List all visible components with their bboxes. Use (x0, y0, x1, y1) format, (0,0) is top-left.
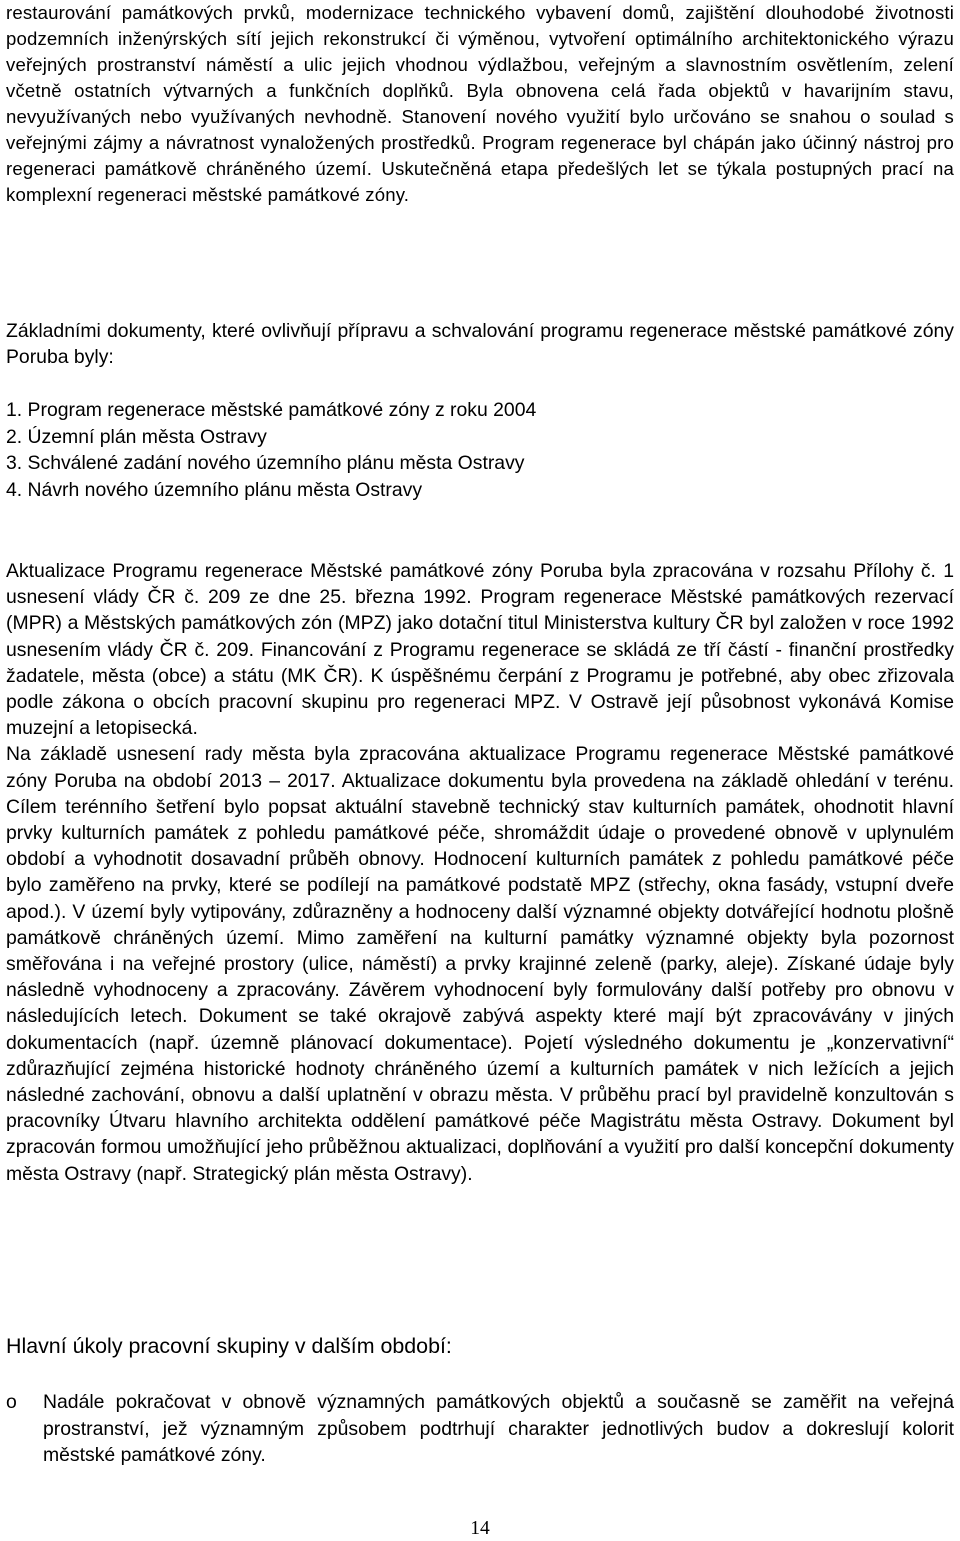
basic-document-item: 2. Územní plán města Ostravy (6, 425, 267, 448)
page-number: 14 (470, 1518, 490, 1539)
council-resolution-paragraph: Na základě usnesení rady města byla zpracována aktualizace Programu regenerace Městské památkové zóny Poruba na období 2013 – 2017. Aktualizace dokumentu byla provedena na základě ohledání v terénu. Cílem terénního šetření bylo popsat aktuální stavebně technický stav kulturních památek, ohodnotit hlavní prvky kulturních památek z pohledu památkové péče, shromáždit údaje o provedené obnově v uplynulém období a vyhodnotit dosavadní průběh obnovy. Hodnocení kulturních památek z pohledu památkové péče bylo zaměřeno na prvky, které se podílejí na památkové podstatě MPZ (střechy, okna fasády, vstupní dveře apod.). V území byly vytipovány, zdůrazněny a hodnoceny další významné objekty dotvářející hodnotu plošně památkově chráněných území. Mimo zaměření na kulturní památky významné objekty byla pozornost směřována i na veřejné prostory (ulice, náměstí) a prvky krajinné zeleně (parky, aleje). Získané údaje byly následně vyhodnoceny a zpracovány. Závěrem vyhodnocení byly formulovány další potřeby pro obnovu v následujících letech. Dokument se také okrajově zabývá aspekty které mají být zpracovávány v jiných dokumentacích (např. územně plánovací dokumentace). Pojetí výsledného dokumentu je „konzervativní“ zdůrazňující zejména historické hodnoty chráněného území a kulturních památek v nich ležících a jejich následné zachování, obnovu a další uplatnění v obrazu města. V průběhu prací byl pravidelně konzultován s pracovníky Útvaru hlavního architekta oddělení památkové péče Magistrátu města Ostravy. Dokument byl zpracován formou umožňující jeho průběžnou aktualizaci, doplňování a využití pro další koncepční dokumenty města Ostravy (např. Strategický plán města Ostravy). (6, 743, 954, 1185)
tasks-heading: Hlavní úkoly pracovní skupiny v dalším období: (6, 1334, 452, 1358)
task-text: Nadále pokračovat v obnově významných památkových objektů a současně se zaměřit na veřejná prostranství, jež významným způsobem podtrhují charakter jednotlivých budov a dokreslují kolorit městské památkové zóny. (43, 1391, 954, 1466)
basic-documents-list (6, 397, 954, 503)
task-bullet: o (6, 1391, 17, 1413)
basic-document-item: 1. Program regenerace městské památkové zóny z roku 2004 (6, 399, 537, 421)
intro-paragraph: restaurování památkových prvků, modernizace technického vybavení domů, zajištění dlouhodobé životnosti podzemních inženýrských sítí jejich rekonstrukcí či výměnou, vytvoření optimálního architektonického výrazu veřejných prostranství náměstí a ulic jejich vhodnou výdlažbou, veřejným a slavnostním osvětlením, zelení včetně ostatních výtvarných a funkčních doplňků. Byla obnovena celá řada objektů v havarijním stavu, nevyužívaných nebo využívaných nevhodně. Stanovení nového využití bylo určováno se snahou o soulad s veřejnými zájmy a návratnost vynaložených prostředků. Program regenerace byl chápán jako účinný nástroj pro regeneraci památkově chráněného území. Uskutečněná etapa předešlých let se týkala postupných prací na komplexní regeneraci městské památkové zóny. (6, 2, 954, 205)
main-text-block (6, 558, 954, 1187)
program-update-paragraph: Aktualizace Programu regenerace Městské památkové zóny Poruba byla zpracována v rozsahu Přílohy č. 1 usnesení vlády ČR č. 209 ze dne 25. března 1992. Program regenerace Městské památkových rezervací (MPR) a Městských památkových zón (MPZ) jako dotační titul Ministerstva kultury ČR byl založen v roce 1992 usnesením vlády ČR č. 209. Financování z Programu regenerace se skládá ze tří částí - finanční prostředky žadatele, města (obce) a státu (MK ČR). K úspěšnému čerpání z Programu je potřebné, aby obec zřizovala podle zákona o obcích pracovní skupinu pro regeneraci MPZ. V Ostravě její působnost vykonává Komise muzejní a letopisecká. (6, 560, 954, 740)
basic-document-item: 4. Návrh nového územního plánu města Ostravy (6, 478, 423, 501)
basic-documents-intro: Základními dokumenty, které ovlivňují přípravu a schvalování programu regenerace městské památkové zóny Poruba byly: (6, 320, 954, 368)
basic-document-item: 3. Schválené zadání nového územního plánu města Ostravy (6, 452, 525, 474)
